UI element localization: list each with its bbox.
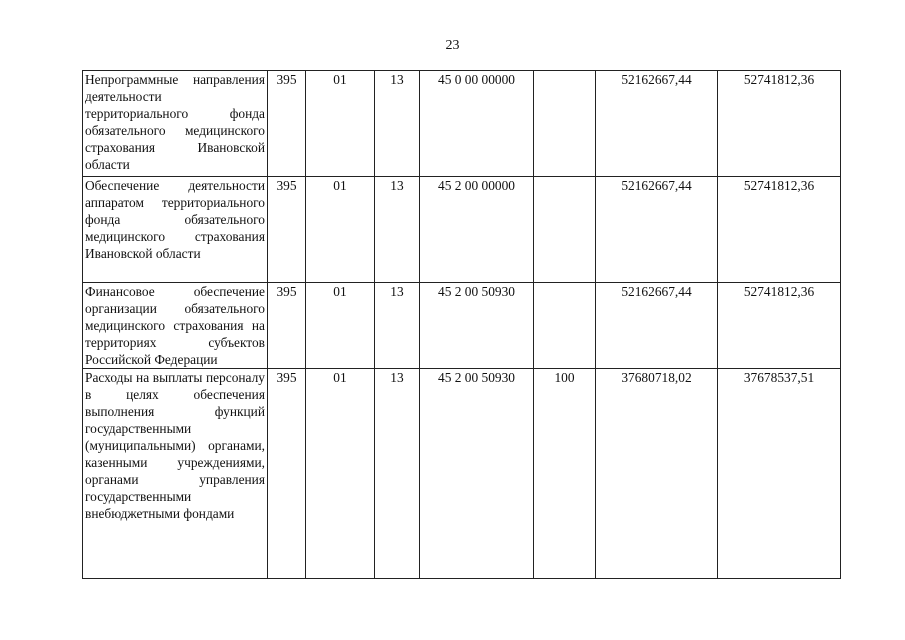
amount-year1-cell: 52162667,44 xyxy=(596,71,718,177)
table-row xyxy=(83,283,841,369)
amount-year2-cell: 52741812,36 xyxy=(718,283,841,369)
row-name-cell: Непрограммные направления деятельности территориального фонда обязательного медицинского страхования Ивановской области xyxy=(83,71,268,177)
section-code-cell: 01 xyxy=(306,283,375,369)
target-article-cell: 45 0 00 00000 xyxy=(420,71,534,177)
expense-type-cell xyxy=(534,283,596,369)
ministry-code-cell: 395 xyxy=(268,71,306,177)
amount-year2-cell: 52741812,36 xyxy=(718,177,841,283)
row-name-cell: Обеспечение деятельности аппаратом территориального фонда обязательного медицинского страхования Ивановской области xyxy=(83,177,268,283)
row-name-cell: Финансовое обеспечение организации обязательного медицинского страхования на территориях субъектов Российской Федерации xyxy=(83,283,268,369)
expense-type-cell: 100 xyxy=(534,369,596,579)
row-name-cell: Расходы на выплаты персоналу в целях обеспечения выполнения функций государственными (муниципальными) органами, казенными учреждениями, органами управления государственными внебюджетными фондами xyxy=(83,369,268,579)
table-row xyxy=(83,71,841,177)
ministry-code-cell: 395 xyxy=(268,283,306,369)
subsection-code-cell: 13 xyxy=(375,71,420,177)
target-article-cell: 45 2 00 50930 xyxy=(420,369,534,579)
table-row xyxy=(83,369,841,579)
amount-year2-cell: 37678537,51 xyxy=(718,369,841,579)
table-row xyxy=(83,177,841,283)
section-code-cell: 01 xyxy=(306,71,375,177)
expense-type-cell xyxy=(534,177,596,283)
subsection-code-cell: 13 xyxy=(375,177,420,283)
subsection-code-cell: 13 xyxy=(375,283,420,369)
target-article-cell: 45 2 00 00000 xyxy=(420,177,534,283)
section-code-cell: 01 xyxy=(306,177,375,283)
page-number: 23 xyxy=(445,38,460,53)
ministry-code-cell: 395 xyxy=(268,369,306,579)
amount-year1-cell: 37680718,02 xyxy=(596,369,718,579)
expense-type-cell xyxy=(534,71,596,177)
ministry-code-cell: 395 xyxy=(268,177,306,283)
budget-table xyxy=(82,70,841,579)
target-article-cell: 45 2 00 50930 xyxy=(420,283,534,369)
amount-year1-cell: 52162667,44 xyxy=(596,177,718,283)
amount-year2-cell: 52741812,36 xyxy=(718,71,841,177)
section-code-cell: 01 xyxy=(306,369,375,579)
subsection-code-cell: 13 xyxy=(375,369,420,579)
amount-year1-cell: 52162667,44 xyxy=(596,283,718,369)
